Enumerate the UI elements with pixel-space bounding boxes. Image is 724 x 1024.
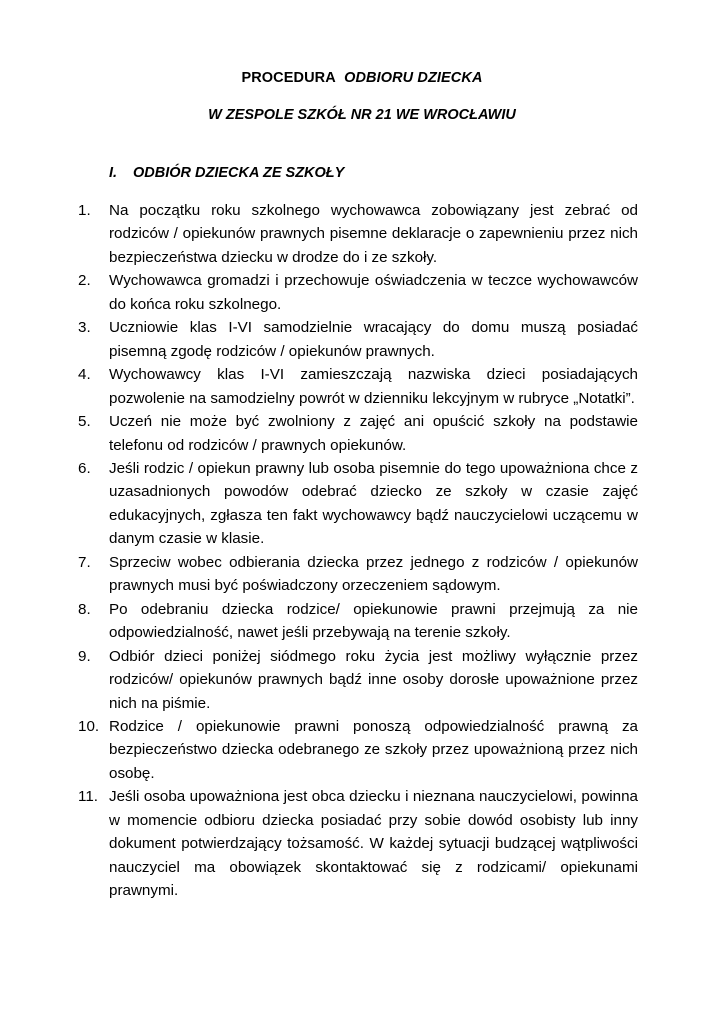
list-item-number: 8. bbox=[78, 600, 91, 618]
list-item-number: 7. bbox=[78, 553, 91, 571]
list-item-number: 6. bbox=[78, 459, 91, 477]
section-heading bbox=[109, 165, 344, 181]
list-item-number: 5. bbox=[78, 413, 91, 431]
list-item bbox=[78, 269, 638, 316]
list-item-text: Na początku roku szkolnego wychowawca zobowiązany jest zebrać od rodziców / opiekunów prawnych pisemne deklaracje o zapewnieniu przez nich bezpieczeństwa dziecku w drodze do i ze szkoły. bbox=[109, 202, 638, 266]
list-item-text: Po odebraniu dziecka rodzice/ opiekunowie prawni przejmują za nie odpowiedzialność, nawet jeśli przebywają na terenie szkoły. bbox=[109, 600, 638, 642]
list-item-number: 9. bbox=[78, 647, 91, 665]
list-item bbox=[78, 598, 638, 645]
list-item-text: Jeśli rodzic / opiekun prawny lub osoba pisemnie do tego upoważniona chce z uzasadnionych powodów odebrać dziecko ze szkoły w czasie zajęć edukacyjnych, zgłasza ten fakt wychowawcy bądź nauczycielowi uczącemu w danym czasie w klasie. bbox=[109, 459, 638, 548]
section-title: ODBIÓR DZIECKA ZE SZKOŁY bbox=[133, 165, 345, 181]
procedure-list bbox=[78, 199, 638, 903]
section-number: I. bbox=[109, 165, 118, 181]
list-item bbox=[78, 785, 638, 902]
list-item-number: 11. bbox=[78, 788, 98, 806]
list-item-text: Uczniowie klas I-VI samodzielnie wracający do domu muszą posiadać pisemną zgodę rodziców / opiekunów prawnych. bbox=[109, 319, 638, 360]
list-item bbox=[78, 363, 638, 410]
list-item bbox=[78, 551, 638, 598]
list-item bbox=[78, 316, 638, 363]
document-subtitle: W ZESPOLE SZKÓŁ NR 21 WE WROCŁAWIU bbox=[208, 107, 516, 123]
list-item bbox=[78, 410, 638, 457]
list-item bbox=[78, 199, 638, 269]
list-item-number: 3. bbox=[78, 319, 91, 337]
list-item bbox=[78, 457, 638, 551]
list-item-text: Wychowawca gromadzi i przechowuje oświadczenia w teczce wychowawców do końca roku szkolnego. bbox=[109, 272, 638, 313]
list-item-number: 2. bbox=[78, 272, 91, 290]
list-item-number: 4. bbox=[78, 366, 91, 384]
list-item-text: Rodzice / opiekunowie prawni ponoszą odpowiedzialność prawną za bezpieczeństwo dziecka odebranego ze szkoły przez upoważnioną przez nich osobę. bbox=[109, 717, 638, 782]
list-item bbox=[78, 645, 638, 715]
list-item-text: Jeśli osoba upoważniona jest obca dziecku i nieznana nauczycielowi, powinna w momencie odbioru dziecka posiadać przy sobie dowód osobisty lub inny dokument potwierdzający tożsamość. W każdej sytuacji budzącej wątpliwości nauczyciel ma obowiązek skontaktować się z rodzicami/ opiekunami prawnymi. bbox=[109, 788, 638, 900]
title-plain: PROCEDURA bbox=[241, 70, 336, 86]
list-item-text: Wychowawcy klas I-VI zamieszczają nazwiska dzieci posiadających pozwolenie na samodzielny powrót w dzienniku lekcyjnym w rubryce „Notatki”. bbox=[109, 366, 638, 407]
document-title bbox=[0, 70, 724, 86]
list-item-number: 1. bbox=[78, 202, 91, 219]
list-item-text: Odbiór dzieci poniżej siódmego roku życia jest możliwy wyłącznie przez rodziców/ opiekunów prawnych bądź inne osoby dorosłe upoważnione przez nich na piśmie. bbox=[109, 647, 638, 712]
list-item-text: Uczeń nie może być zwolniony z zajęć ani opuścić szkoły na podstawie telefonu od rodziców / prawnych opiekunów. bbox=[109, 413, 638, 454]
list-item bbox=[78, 715, 638, 785]
list-item-number: 10. bbox=[78, 717, 100, 735]
title-italic: ODBIORU DZIECKA bbox=[344, 70, 483, 86]
list-item-text: Sprzeciw wobec odbierania dziecka przez jednego z rodziców / opiekunów prawnych musi być poświadczony orzeczeniem sądowym. bbox=[109, 553, 638, 595]
